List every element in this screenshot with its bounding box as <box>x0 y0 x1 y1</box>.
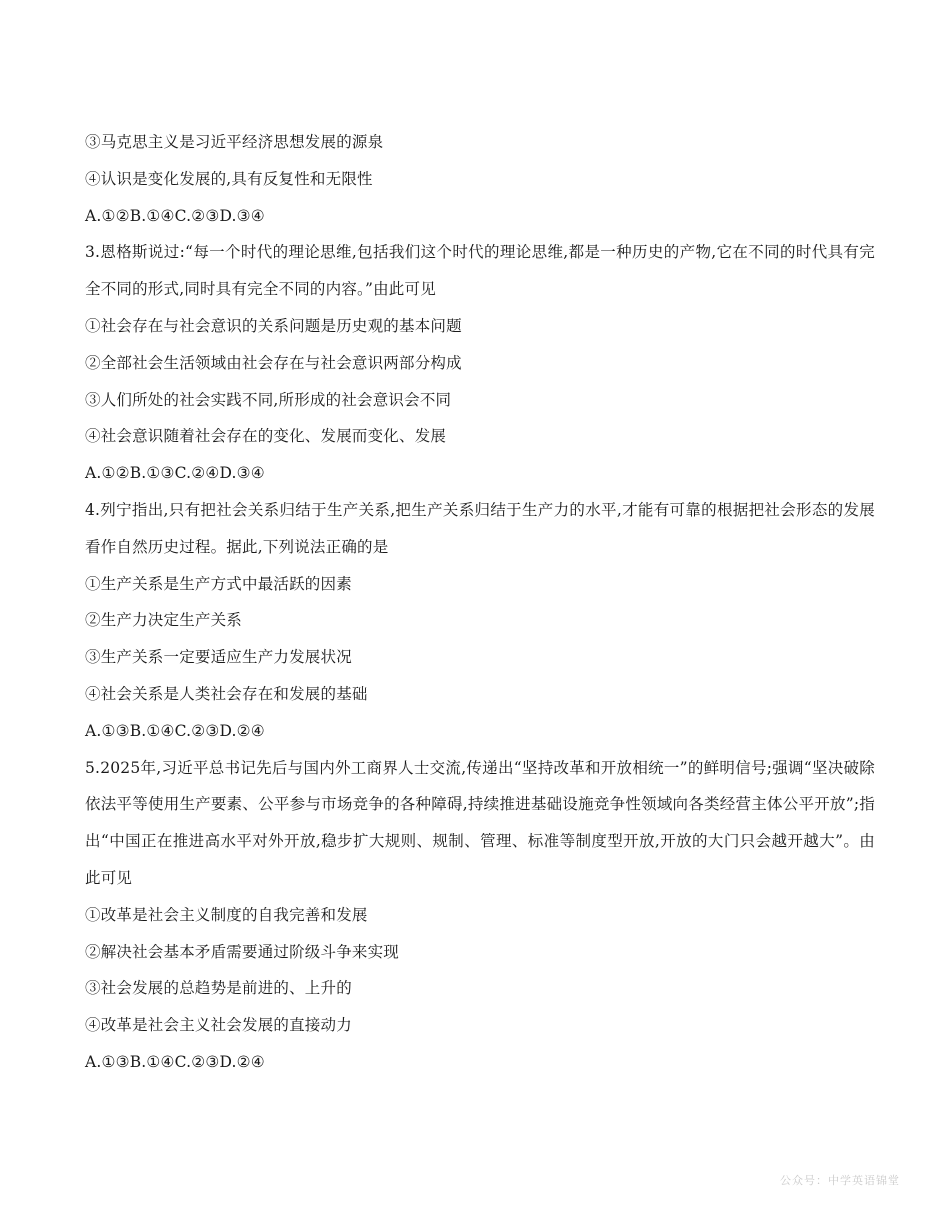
q2-option-4: ④认识是变化发展的,具有反复性和无限性 <box>85 169 373 188</box>
q4-stem: 4.列宁指出,只有把社会关系归结于生产关系,把生产关系归结于生产力的水平,才能有可靠的根据把社会形态的发展看作自然历史过程。据此,下列说法正确的是 <box>85 500 875 556</box>
q5-answer-choices: A.①③B.①④C.②③D.②④ <box>85 1052 265 1071</box>
q2-answer-choices: A.①②B.①④C.②③D.③④ <box>85 206 265 225</box>
q5-stem: 5.2025年,习近平总书记先后与国内外工商界人士交流,传递出“坚持改革和开放相统一”的鲜明信号;强调“坚决破除依法平等使用生产要素、公平参与市场竞争的各种障碍,持续推进基础设施竞争性领域向各类经营主体公平开放”;指出“中国正在推进高水平对外开放,稳步扩大规则、规制、管理、标准等制度型开放,开放的大门只会越开越大”。由此可见 <box>85 758 875 887</box>
q5-option-2: ②解决社会基本矛盾需要通过阶级斗争来实现 <box>85 942 400 961</box>
q3-option-3: ③人们所处的社会实践不同,所形成的社会意识会不同 <box>85 390 452 409</box>
question-page <box>85 124 875 1081</box>
q4-option-3: ③生产关系一定要适应生产力发展状况 <box>85 648 352 667</box>
q4-option-1: ①生产关系是生产方式中最活跃的因素 <box>85 574 352 593</box>
q5-option-4: ④改革是社会主义社会发展的直接动力 <box>85 1016 352 1035</box>
q2-option-3: ③马克思主义是习近平经济思想发展的源泉 <box>85 133 384 151</box>
q4-answer-choices: A.①③B.①④C.②③D.②④ <box>85 721 265 740</box>
q3-option-4: ④社会意识随着社会存在的变化、发展而变化、发展 <box>85 427 447 446</box>
q4-option-4: ④社会关系是人类社会存在和发展的基础 <box>85 684 368 703</box>
q3-answer-choices: A.①②B.①③C.②④D.③④ <box>85 464 265 483</box>
q3-option-1: ①社会存在与社会意识的关系问题是历史观的基本问题 <box>85 316 462 335</box>
q4-option-2: ②生产力决定生产关系 <box>85 611 243 630</box>
q3-stem: 3.恩格斯说过:“每一个时代的理论思维,包括我们这个时代的理论思维,都是一种历史的产物,它在不同的时代具有完全不同的形式,同时具有完全不同的内容。”由此可见 <box>85 243 875 299</box>
q3-option-2: ②全部社会生活领域由社会存在与社会意识两部分构成 <box>85 353 462 372</box>
q5-option-3: ③社会发展的总趋势是前进的、上升的 <box>85 979 352 998</box>
watermark-text: 公众号：中学英语锦堂 <box>780 1174 900 1187</box>
q5-option-1: ①改革是社会主义制度的自我完善和发展 <box>85 905 368 924</box>
